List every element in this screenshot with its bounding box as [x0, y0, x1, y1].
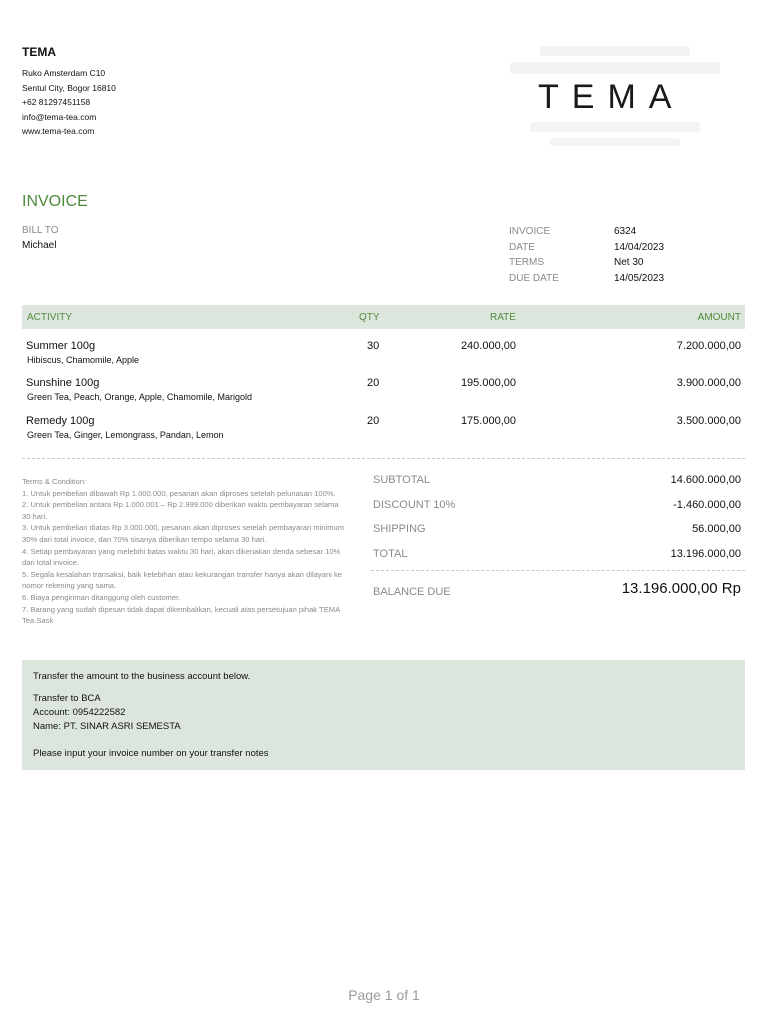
meta-label: INVOICE [509, 226, 551, 238]
item-amount: 3.500.000,00 [676, 415, 741, 427]
meta-label: DUE DATE [509, 272, 559, 284]
terms-item: 4. Setiap pembayaran yang melebihi batas waktu 30 hari, akan dikenakan denda sebesar 10% dari total invoice. [22, 546, 341, 568]
header-amount: AMOUNT [697, 312, 741, 323]
totals-label: DISCOUNT 10% [373, 498, 456, 511]
totals-value: 13.196.000,00 [670, 547, 741, 560]
totals-label: SHIPPING [373, 523, 426, 535]
meta-label: DATE [509, 241, 535, 253]
meta-row-invoice [509, 224, 749, 240]
terms-conditions [22, 476, 347, 627]
transfer-instructions [22, 660, 745, 770]
totals-divider [371, 570, 745, 571]
totals-label: SUBTOTAL [373, 474, 431, 486]
total-row [373, 546, 741, 571]
company-website: www.tema-tea.com [22, 126, 95, 136]
meta-value: Net 30 [614, 257, 644, 269]
header-activity: ACTIVITY [27, 312, 73, 323]
totals-value: 56.000,00 [692, 523, 741, 535]
item-qty: 30 [367, 340, 380, 352]
meta-value: 14/04/2023 [614, 241, 665, 253]
item-amount: 3.900.000,00 [676, 377, 741, 389]
meta-label: TERMS [509, 257, 544, 269]
item-rate: 175.000,00 [460, 415, 516, 427]
terms-item: 6. Biaya pengiriman ditanggung oleh customer. [22, 592, 181, 602]
invoice-meta [509, 224, 749, 286]
company-phone: +62 81297451158 [22, 97, 91, 107]
meta-value: 6324 [614, 226, 637, 238]
totals-value: 14.600.000,00 [670, 474, 741, 486]
page-number: Page 1 of 1 [348, 987, 420, 1003]
logo-wordmark: TEMA [538, 78, 685, 116]
table-row [22, 340, 745, 378]
transfer-bank: Transfer to BCA [33, 693, 101, 704]
bill-to-name: Michael [22, 240, 57, 251]
item-name: Sunshine 100g [26, 377, 100, 389]
item-qty: 20 [367, 377, 380, 389]
company-email: info@tema-tea.com [22, 111, 97, 122]
terms-item: 7. Barang yang sudah dipesan tidak dapat dikembalikan, kecuali atas persetujuan pihak TEMA Tea.Sask [22, 604, 340, 626]
shipping-row [373, 521, 741, 546]
company-logo [500, 42, 730, 152]
company-address-block [22, 66, 116, 139]
subtotal-row [373, 472, 741, 497]
invoice-title: INVOICE [22, 193, 88, 210]
terms-item: 3. Untuk pembelian diatas Rp 3.000.000, pesanan akan diproses setelah pembayaran minimum 30% dari total invoice, dan 70% sisanya diberikan tempo selama 30 hari. [22, 523, 345, 544]
company-city-line: Sentul City, Bogor 16810 [22, 82, 116, 93]
item-amount: 7.200.000,00 [676, 340, 741, 352]
discount-row [373, 497, 741, 522]
transfer-account: Account: 0954222582 [33, 707, 126, 718]
transfer-note: Please input your invoice number on your transfer notes [33, 748, 269, 759]
item-rate: 240.000,00 [460, 340, 516, 352]
totals-block [373, 472, 741, 570]
totals-label: TOTAL [373, 547, 408, 560]
table-row [22, 415, 745, 453]
company-name: TEMA [22, 45, 56, 59]
terms-item: 1. Untuk pembelian dibawah Rp 1.000.000, pesanan akan diproses setelah pelunasan 100%. [22, 488, 336, 498]
totals-value: -1.460.000,00 [673, 498, 741, 511]
header-rate: RATE [490, 312, 516, 323]
terms-item: 2. Untuk pembelian antara Rp 1.000.001 – Rp 2.999.000 diberikan waktu pembayaran selama 30 hari. [22, 500, 339, 521]
terms-item: 5. Segala kesalahan transaksi, baik kelebihan atau kekurangan transfer hanya akan dilayani ke nomor rekening yang sama. [22, 569, 342, 591]
meta-value: 14/05/2023 [614, 272, 665, 284]
table-row [22, 377, 745, 415]
item-rate: 195.000,00 [460, 377, 516, 389]
company-address-line: Ruko Amsterdam C10 [22, 68, 106, 78]
transfer-name: Name: PT. SINAR ASRI SEMESTA [33, 721, 181, 732]
meta-row-date [509, 240, 749, 256]
transfer-intro: Transfer the amount to the business account below. [33, 671, 251, 682]
item-name: Remedy 100g [26, 415, 95, 427]
bill-to-label: BILL TO [22, 225, 59, 236]
balance-due-label: BALANCE DUE [373, 586, 451, 598]
table-divider [22, 458, 745, 459]
terms-heading: Terms & Condition: [22, 477, 87, 486]
balance-due-value: 13.196.000,00 Rp [621, 580, 741, 597]
item-description: Green Tea, Ginger, Lemongrass, Pandan, Lemon [27, 430, 224, 440]
line-items-header [22, 305, 745, 329]
item-qty: 20 [367, 415, 380, 427]
header-qty: QTY [359, 312, 380, 323]
item-name: Summer 100g [26, 340, 96, 352]
item-description: Hibiscus, Chamomile, Apple [27, 355, 140, 365]
meta-row-due-date [509, 271, 749, 287]
item-description: Green Tea, Peach, Orange, Apple, Chamomile, Marigold [27, 392, 252, 402]
meta-row-terms [509, 255, 749, 271]
